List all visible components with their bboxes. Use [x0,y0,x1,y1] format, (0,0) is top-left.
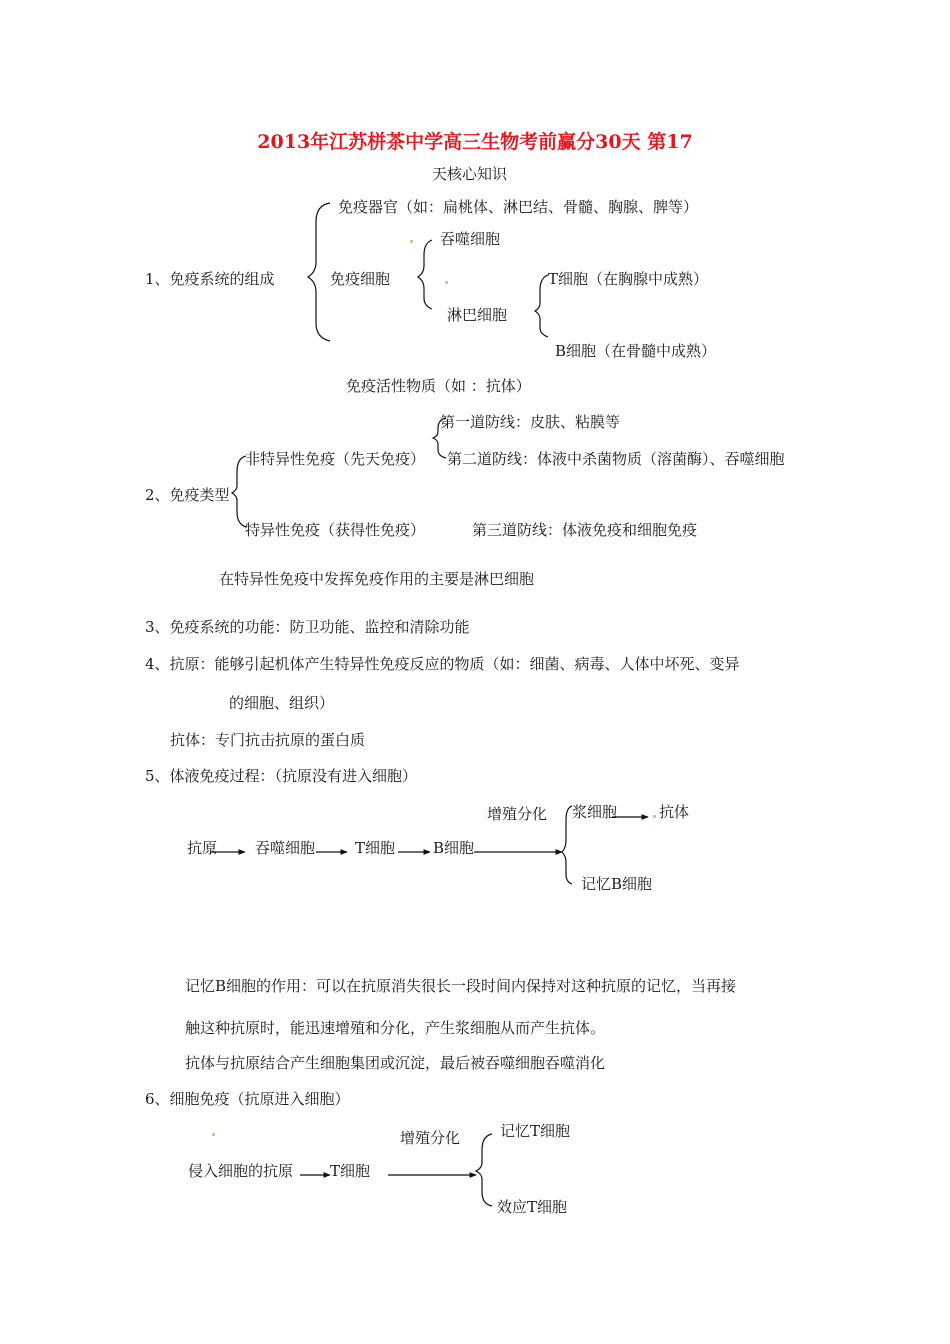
s1-cells-brace [418,240,432,309]
s4-text-line2: 的细胞、组织） [229,694,335,712]
s5-note-line2: 触这种抗原时，能迅速增殖和分化，产生浆细胞从而产生抗体。 [185,1019,606,1037]
s2-label: 2、免疫类型 [145,486,230,504]
s1-lymph-brace [535,275,548,337]
document-title: 2013年江苏栟茶中学高三生物考前赢分30天 第17 [257,131,693,153]
s1-label: 1、免疫系统的组成 [145,270,275,288]
s1-cells: 免疫细胞 [330,270,391,288]
s1-b-cell: B细胞（在骨髓中成熟） [555,342,717,360]
s4-text-line1: 4、抗原：能够引起机体产生特异性免疫反应的物质（如：细菌、病毒、人体中坏死、变异 [145,655,740,673]
s1-t-cell: T细胞（在胸腺中成熟） [548,270,709,288]
s4-antibody: 抗体：专门抗击抗原的蛋白质 [170,731,366,749]
s1-organs: 免疫器官（如：扁桃体、淋巴结、骨髓、胸腺、脾等） [338,198,699,216]
s5-note-line3: 抗体与抗原结合产生细胞集团或沉淀，最后被吞噬细胞吞噬消化 [185,1054,606,1072]
s1-main-brace [308,203,330,341]
s5-b-cell: B细胞 [433,839,475,857]
s6-invading-antigen: 侵入细胞的抗原 [188,1162,294,1180]
s2-nonspecific: 非特异性免疫（先天免疫） [245,450,426,468]
s1-phagocyte: 吞噬细胞 [440,230,501,248]
s2-main-brace [232,456,246,527]
s5-proliferation: 增殖分化 [487,805,548,823]
s5-antigen: 抗原 [187,839,218,857]
s2-note: 在特异性免疫中发挥免疫作用的主要是淋巴细胞 [219,570,535,588]
s2-second-line: 第二道防线：体液中杀菌物质（溶菌酶）、吞噬细胞 [447,450,785,468]
s5-memory-b-cell: 记忆B细胞 [581,875,653,893]
s2-specific: 特异性免疫（获得性免疫） [245,521,426,539]
s3-text: 3、免疫系统的功能：防卫功能、监控和清除功能 [145,618,470,636]
s6-label: 6、细胞免疫（抗原进入细胞） [145,1090,350,1108]
s2-nonspecific-brace [433,418,446,458]
s6-effector-t-cell: 效应T细胞 [497,1198,568,1216]
s2-third-line: 第三道防线：体液免疫和细胞免疫 [472,521,698,539]
s5-brace [562,806,572,884]
s6-memory-t-cell: 记忆T细胞 [500,1122,571,1140]
document-subtitle: 天核心知识 [432,165,508,183]
s6-brace [476,1134,492,1206]
s5-antibody: 抗体 [659,803,690,821]
s1-lymphocyte: 淋巴细胞 [447,306,508,324]
s5-phagocyte: 吞噬细胞 [255,839,316,857]
s6-t-cell: T细胞 [330,1162,371,1180]
s5-note-line1: 记忆B细胞的作用：可以在抗原消失很长一段时间内保持对这种抗原的记忆，当再接 [185,977,737,995]
s5-t-cell: T细胞 [355,839,396,857]
s6-proliferation: 增殖分化 [400,1129,461,1147]
s5-label: 5、体液免疫过程：（抗原没有进入细胞） [145,767,418,785]
s5-plasma-cell: 浆细胞 [572,803,618,821]
s1-active-substance: 免疫活性物质（如 ：抗体） [346,377,531,395]
s2-first-line: 第一道防线：皮肤、粘膜等 [440,413,621,431]
